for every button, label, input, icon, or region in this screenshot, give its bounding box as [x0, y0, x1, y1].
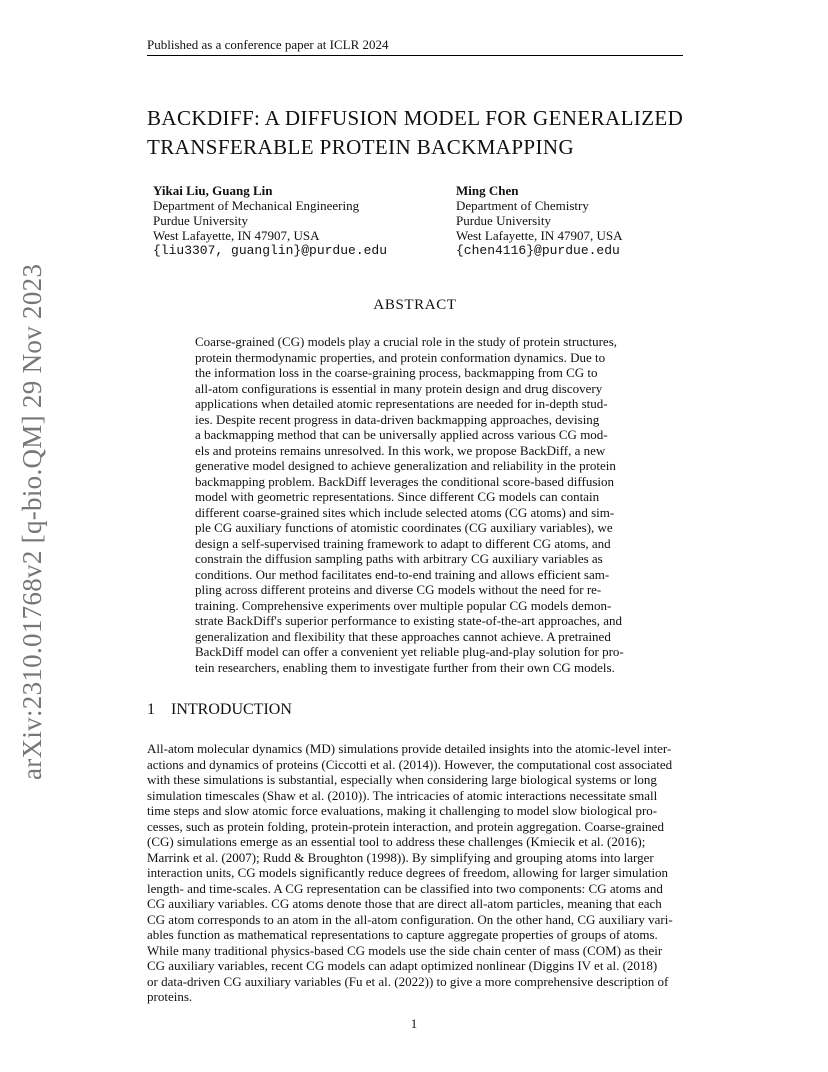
abstract-heading: ABSTRACT: [373, 297, 457, 313]
abstract-line: Coarse-grained (CG) models play a crucial role in the study of protein structures,: [195, 334, 618, 349]
abstract-body: [195, 334, 635, 675]
author-address: West Lafayette, IN 47907, USA: [153, 228, 320, 243]
body-line: time steps and slow atomic force evaluations, making it challenging to model slow biological pro-: [147, 803, 658, 818]
abstract-line: strate BackDiff's superior performance to existing state-of-the-art approaches, and: [195, 613, 622, 628]
abstract-line: training. Comprehensive experiments over multiple popular CG models demon-: [195, 597, 612, 613]
abstract-line: pling across different proteins and diverse CG models without the need for re-: [195, 582, 602, 597]
body-line: interaction units, CG models significantly reduce degrees of freedom, allowing for larger simulation: [147, 865, 669, 880]
author-department: Department of Chemistry: [456, 198, 589, 213]
introduction-body: [147, 741, 687, 1005]
body-line: CG auxiliary variables, recent CG models can adapt optimized nonlinear (Diggins IV et al. (2018): [147, 958, 658, 973]
header-rule: [147, 55, 683, 56]
abstract-line: different coarse-grained sites which include selected atoms (CG atoms) and sim-: [195, 504, 615, 520]
running-header: Published as a conference paper at ICLR 2024: [147, 37, 389, 52]
author-names: Yikai Liu, Guang Lin: [153, 183, 273, 198]
author-email[interactable]: {liu3307, guanglin}@purdue.edu: [153, 243, 388, 258]
body-line: ables function as mathematical representations to capture aggregate properties of groups of atoms.: [147, 927, 658, 942]
abstract-line: backmapping problem. BackDiff leverages the conditional score-based diffusion: [195, 473, 615, 489]
paper-title: [147, 104, 707, 162]
section-title: INTRODUCTION: [171, 701, 292, 718]
abstract-line: conditions. Our method facilitates end-to-end training and allows efficient sam-: [195, 566, 610, 582]
abstract-line: design a self-supervised training framework to adapt to different CG atoms, and: [195, 535, 611, 551]
abstract-line: all-atom configurations is essential in many protein design and drug discovery: [195, 380, 603, 396]
abstract-line: ies. Despite recent progress in data-driven backmapping approaches, devising: [195, 411, 600, 427]
title-line-2: TRANSFERABLE PROTEIN BACKMAPPING: [147, 135, 575, 159]
abstract-line: BackDiff model can offer a convenient yet reliable plug-and-play solution for pro-: [195, 644, 624, 659]
body-line: While many traditional physics-based CG models use the side chain center of mass (COM) as their: [147, 942, 663, 958]
abstract-line: a backmapping method that can be universally applied across various CG mod-: [195, 427, 608, 442]
abstract-line: model with geometric representations. Since different CG models can contain: [195, 489, 600, 504]
body-line: actions and dynamics of proteins (Ciccotti et al. (2014)). However, the computational cost associated: [147, 756, 673, 772]
author-address: West Lafayette, IN 47907, USA: [456, 228, 623, 243]
title-line-1: BACKDIFF: A DIFFUSION MODEL FOR GENERALIZED: [147, 106, 684, 130]
body-line: with these simulations is substantial, especially when considering large biological systems or long: [147, 772, 657, 787]
body-line: (CG) simulations emerge as an essential tool to address these challenges (Kmiecik et al. (2016);: [147, 834, 646, 849]
arxiv-identifier[interactable]: arXiv:2310.01768v2 [q-bio.QM] 29 Nov 2023: [17, 263, 47, 780]
body-line: cesses, such as protein folding, protein-protein interaction, and protein aggregation. Coarse-grained: [147, 818, 664, 834]
section-number: 1: [147, 701, 155, 718]
abstract-line: generalization and flexibility that these approaches cannot achieve. A pretrained: [195, 628, 611, 644]
abstract-line: els and proteins remains unresolved. In this work, we propose BackDiff, a new: [195, 442, 606, 458]
abstract-line: tein researchers, enabling them to investigate further from their own CG models.: [195, 659, 615, 675]
author-block-2: [456, 183, 622, 258]
abstract-line: protein thermodynamic properties, and protein conformation dynamics. Due to: [195, 349, 606, 365]
abstract-line: constrain the diffusion sampling paths with arbitrary CG auxiliary variables as: [195, 551, 603, 566]
abstract-line: generative model designed to achieve generalization and reliability in the protein: [195, 458, 616, 473]
body-line: proteins.: [147, 989, 193, 1004]
author-university: Purdue University: [456, 213, 551, 228]
body-line: Marrink et al. (2007); Rudd & Broughton (1998)). By simplifying and grouping atoms into larger: [147, 849, 654, 865]
body-line: CG auxiliary variables. CG atoms denote those that are direct all-atom particles, meaning that each: [147, 896, 662, 911]
author-email[interactable]: {chen4116}@purdue.edu: [456, 243, 620, 258]
section-heading: [147, 701, 292, 719]
abstract-line: ple CG auxiliary functions of atomistic coordinates (CG auxiliary variables), we: [195, 520, 613, 535]
body-line: All-atom molecular dynamics (MD) simulations provide detailed insights into the atomic-level inter-: [147, 741, 672, 756]
body-line: CG atom corresponds to an atom in the all-atom configuration. On the other hand, CG auxiliary vari-: [147, 911, 673, 927]
author-names: Ming Chen: [456, 183, 519, 198]
author-department: Department of Mechanical Engineering: [153, 198, 360, 213]
body-line: simulation timescales (Shaw et al. (2010)). The intricacies of atomic interactions necessitate small: [147, 787, 658, 803]
body-line: or data-driven CG auxiliary variables (Fu et al. (2022)) to give a more comprehensive description of: [147, 973, 669, 989]
body-line: length- and time-scales. A CG representation can be classified into two components: CG atoms and: [147, 880, 663, 896]
abstract-line: applications when detailed atomic representations are needed for in-depth stud-: [195, 396, 608, 411]
author-university: Purdue University: [153, 213, 248, 228]
author-block-1: [153, 183, 387, 258]
abstract-line: the information loss in the coarse-graining process, backmapping from CG to: [195, 365, 598, 380]
page-number: 1: [410, 1016, 418, 1031]
